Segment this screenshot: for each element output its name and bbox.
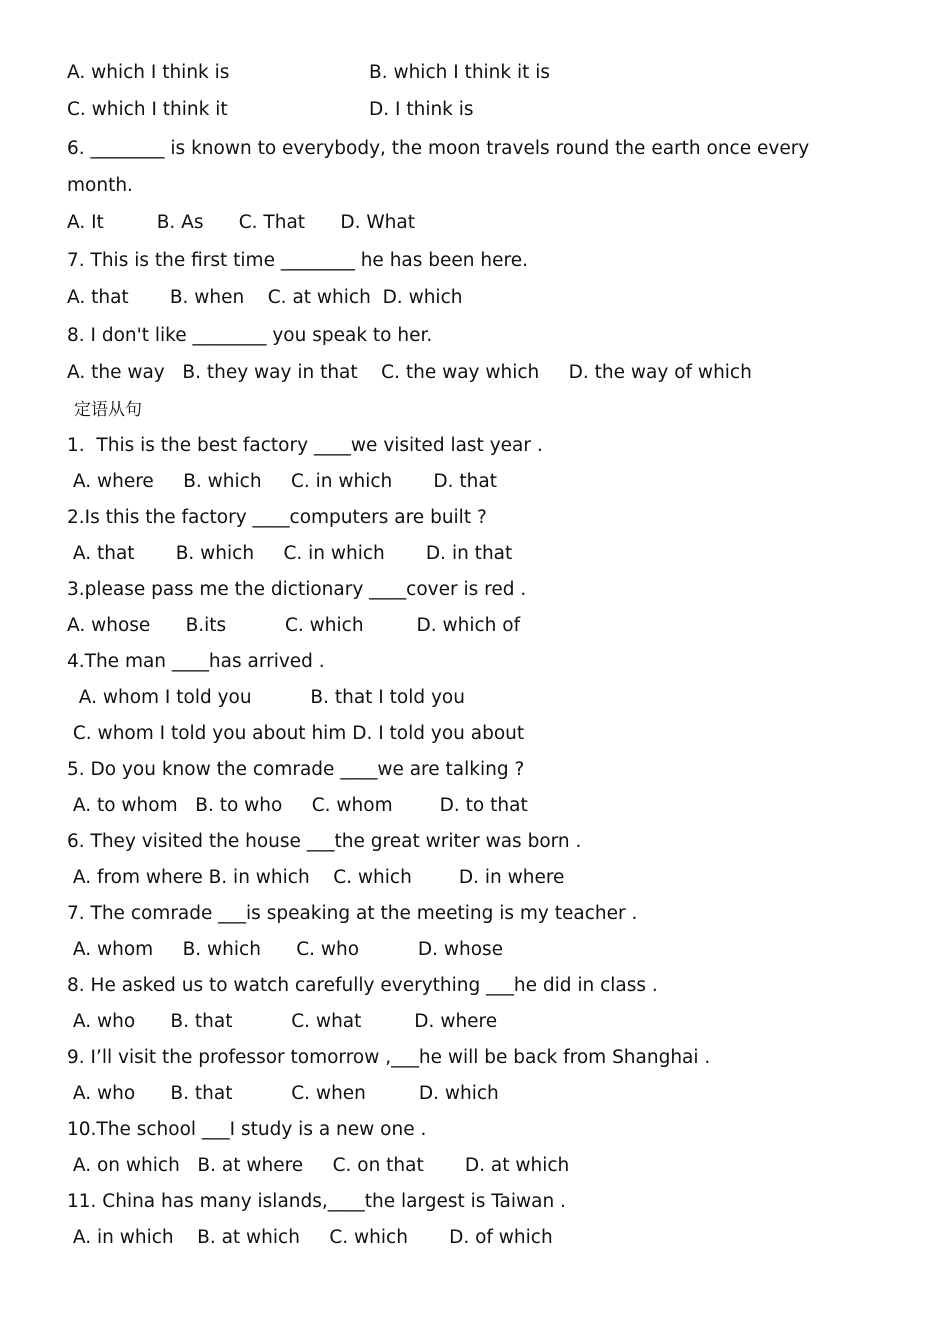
question-text: 5. Do you know the comrade ____we are talking ? <box>67 759 525 780</box>
question-text: 10.The school ___I study is a new one . <box>67 1119 427 1140</box>
question-options: A. on which B. at where C. on that D. at which <box>67 1155 570 1176</box>
question-8-options: A. the way B. they way in that C. the way which D. the way of which <box>67 362 752 383</box>
section-heading: 定语从句 <box>74 400 142 420</box>
question-options: A. where B. which C. in which D. that <box>67 471 497 492</box>
question-6-options: A. It B. As C. That D. What <box>67 212 415 233</box>
question-options: C. whom I told you about him D. I told you about <box>67 723 525 744</box>
option-5a: A. which I think is <box>67 62 230 83</box>
question-options: A. whom B. which C. who D. whose <box>67 939 504 960</box>
question-options: A. who B. that C. what D. where <box>67 1011 498 1032</box>
question-text: 8. He asked us to watch carefully everything ___he did in class . <box>67 975 658 996</box>
question-options: A. from where B. in which C. which D. in where <box>67 867 565 888</box>
question-text: 7. The comrade ___is speaking at the meeting is my teacher . <box>67 903 638 924</box>
question-text: 4.The man ____has arrived . <box>67 651 325 672</box>
question-text: 11. China has many islands,____the largest is Taiwan . <box>67 1191 566 1212</box>
question-7: 7. This is the first time ________ he has been here. <box>67 250 528 271</box>
question-options: A. whom I told you B. that I told you <box>67 687 465 708</box>
question-6-line2: month. <box>67 175 133 196</box>
question-options: A. in which B. at which C. which D. of which <box>67 1227 553 1248</box>
question-text: 1. This is the best factory ____we visited last year . <box>67 435 543 456</box>
question-text: 6. They visited the house ___the great writer was born . <box>67 831 582 852</box>
option-5b: B. which I think it is <box>369 62 551 83</box>
question-options: A. to whom B. to who C. whom D. to that <box>67 795 528 816</box>
question-options: A. that B. which C. in which D. in that <box>67 543 513 564</box>
question-6-line1: 6. ________ is known to everybody, the moon travels round the earth once every <box>67 138 810 159</box>
option-5d: D. I think is <box>369 99 474 120</box>
option-5c: C. which I think it <box>67 99 228 120</box>
question-text: 2.Is this the factory ____computers are built ? <box>67 507 487 528</box>
question-8: 8. I don't like ________ you speak to her. <box>67 325 433 346</box>
question-text: 3.please pass me the dictionary ____cover is red . <box>67 579 527 600</box>
question-options: A. who B. that C. when D. which <box>67 1083 499 1104</box>
question-options: A. whose B.its C. which D. which of <box>67 615 521 636</box>
question-7-options: A. that B. when C. at which D. which <box>67 287 463 308</box>
question-text: 9. I’ll visit the professor tomorrow ,___he will be back from Shanghai . <box>67 1047 711 1068</box>
